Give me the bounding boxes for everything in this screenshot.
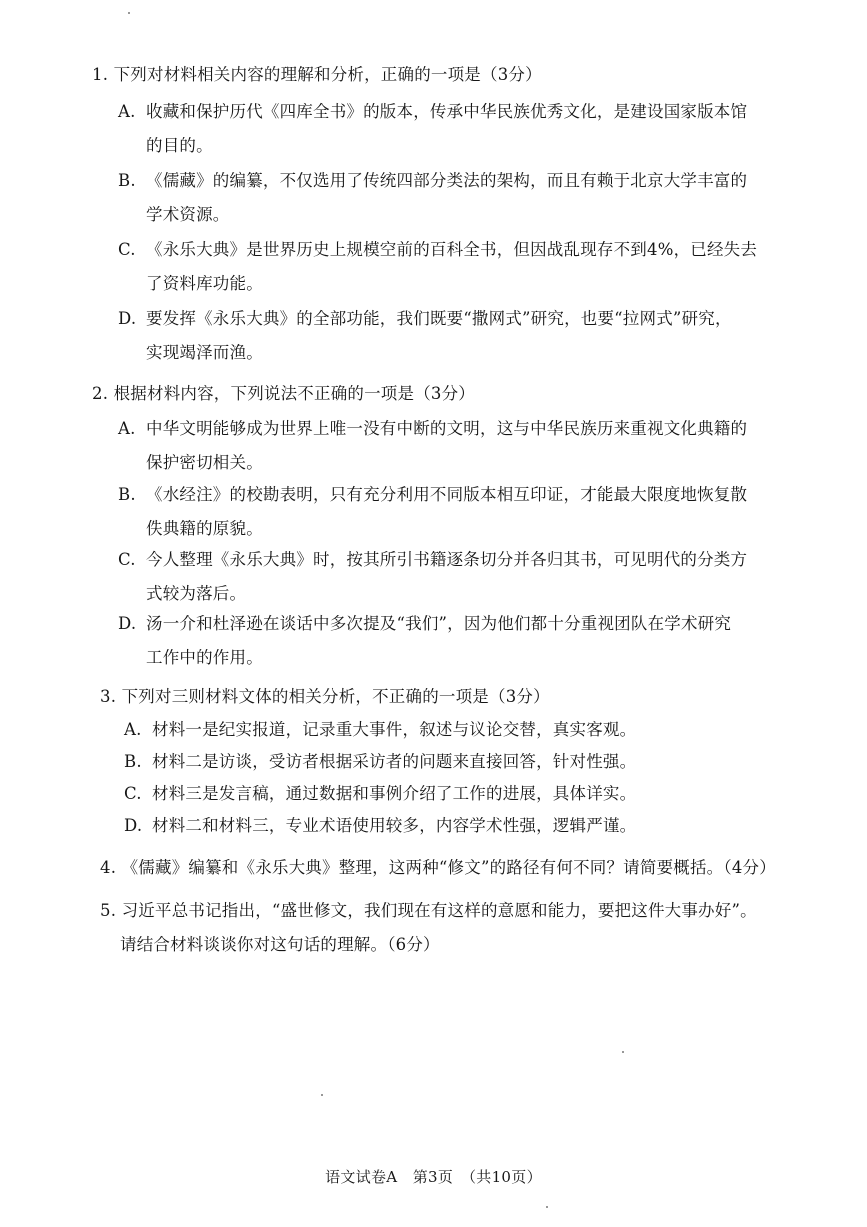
- question-2-option-b: [118, 484, 758, 544]
- question-1-option-a: [118, 101, 758, 161]
- question-2-option-c: [118, 549, 758, 609]
- question-number: 2.: [92, 384, 109, 403]
- question-text: 请结合材料谈谈你对这句话的理解。（6分）: [120, 935, 440, 954]
- question-3-option-d: [124, 815, 764, 839]
- option-letter: B.: [124, 752, 142, 771]
- question-text: 下列对材料相关内容的理解和分析，正确的一项是（3分）: [113, 65, 542, 84]
- option-letter: C.: [118, 550, 136, 569]
- question-text: 习近平总书记指出，“盛世修文，我们现在有这样的意愿和能力，要把这件大事办好”。: [121, 901, 757, 920]
- option-letter: D.: [118, 614, 137, 633]
- option-text-line: 《永乐大典》是世界历史上规模空前的百科全书，但因战乱现存不到4%，已经失去: [146, 240, 758, 259]
- question-2-stem: [92, 383, 475, 405]
- question-text: 根据材料内容，下列说法不正确的一项是（3分）: [113, 384, 476, 403]
- question-number: 1.: [92, 65, 109, 84]
- option-text-line: 《儒藏》的编纂，不仅选用了传统四部分类法的架构，而且有赖于北京大学丰富的: [146, 171, 748, 190]
- option-letter: A.: [118, 102, 136, 121]
- option-letter: B.: [118, 485, 136, 504]
- question-3-option-a: [124, 719, 764, 743]
- question-4-stem: [100, 857, 776, 879]
- option-text-line: 材料三是发言稿，通过数据和事例介绍了工作的进展，具体详实。: [152, 784, 637, 803]
- scan-speck: [546, 1206, 548, 1208]
- page-footer: 语文试卷A 第3页 （共10页）: [325, 1168, 542, 1186]
- option-letter: D.: [118, 309, 137, 328]
- option-text-line: 材料二是访谈，受访者根据采访者的问题来直接回答，针对性强。: [152, 752, 637, 771]
- option-letter: C.: [118, 240, 136, 259]
- option-text-line: 工作中的作用。: [146, 648, 263, 667]
- scan-speck: [321, 1094, 323, 1096]
- option-text-line: 要发挥《永乐大典》的全部功能，我们既要“撒网式”研究，也要“拉网式”研究，: [146, 309, 732, 328]
- option-text-line: 收藏和保护历代《四库全书》的版本，传承中华民族优秀文化，是建设国家版本馆: [146, 102, 748, 121]
- question-5-stem: [100, 900, 757, 922]
- scan-speck: [128, 12, 130, 14]
- option-letter: B.: [118, 171, 136, 190]
- option-text-line: 学术资源。: [146, 205, 230, 224]
- question-1-stem: [92, 64, 542, 86]
- option-text-line: 材料二和材料三，专业术语使用较多，内容学术性强，逻辑严谨。: [152, 816, 637, 835]
- question-2-option-a: [118, 418, 758, 478]
- question-3-option-b: [124, 751, 764, 775]
- question-1-option-d: [118, 308, 758, 368]
- option-text-line: 汤一介和杜泽逊在谈话中多次提及“我们”，因为他们都十分重视团队在学术研究: [146, 614, 732, 633]
- option-letter: C.: [124, 784, 142, 803]
- question-number: 3.: [100, 687, 117, 706]
- option-text-line: 材料一是纪实报道，记录重大事件，叙述与议论交替，真实客观。: [152, 720, 637, 739]
- option-text-line: 的目的。: [146, 136, 213, 155]
- option-text-line: 今人整理《永乐大典》时，按其所引书籍逐条切分并各归其书，可见明代的分类方: [146, 550, 748, 569]
- question-1-option-b: [118, 170, 758, 230]
- option-text-line: 实现竭泽而渔。: [146, 343, 263, 362]
- question-5-stem-continuation: [120, 934, 440, 956]
- question-2-option-d: [118, 613, 758, 673]
- option-text-line: 式较为落后。: [146, 584, 247, 603]
- question-number: 4.: [100, 858, 117, 877]
- question-number: 5.: [100, 901, 117, 920]
- question-text: 下列对三则材料文体的相关分析，不正确的一项是（3分）: [121, 687, 550, 706]
- option-text-line: 《水经注》的校勘表明，只有充分利用不同版本相互印证，才能最大限度地恢复散: [146, 485, 748, 504]
- option-text-line: 保护密切相关。: [146, 453, 263, 472]
- question-text: 《儒藏》编纂和《永乐大典》整理，这两种“修文”的路径有何不同？请简要概括。（4分）: [121, 858, 776, 877]
- option-letter: D.: [124, 816, 143, 835]
- option-text-line: 了资料库功能。: [146, 274, 263, 293]
- question-3-stem: [100, 686, 550, 708]
- question-3-option-c: [124, 783, 764, 807]
- scan-speck: [622, 1051, 624, 1053]
- option-text-line: 佚典籍的原貌。: [146, 519, 263, 538]
- question-1-option-c: [118, 239, 758, 299]
- option-letter: A.: [118, 419, 136, 438]
- option-letter: A.: [124, 720, 142, 739]
- option-text-line: 中华文明能够成为世界上唯一没有中断的文明，这与中华民族历来重视文化典籍的: [146, 419, 748, 438]
